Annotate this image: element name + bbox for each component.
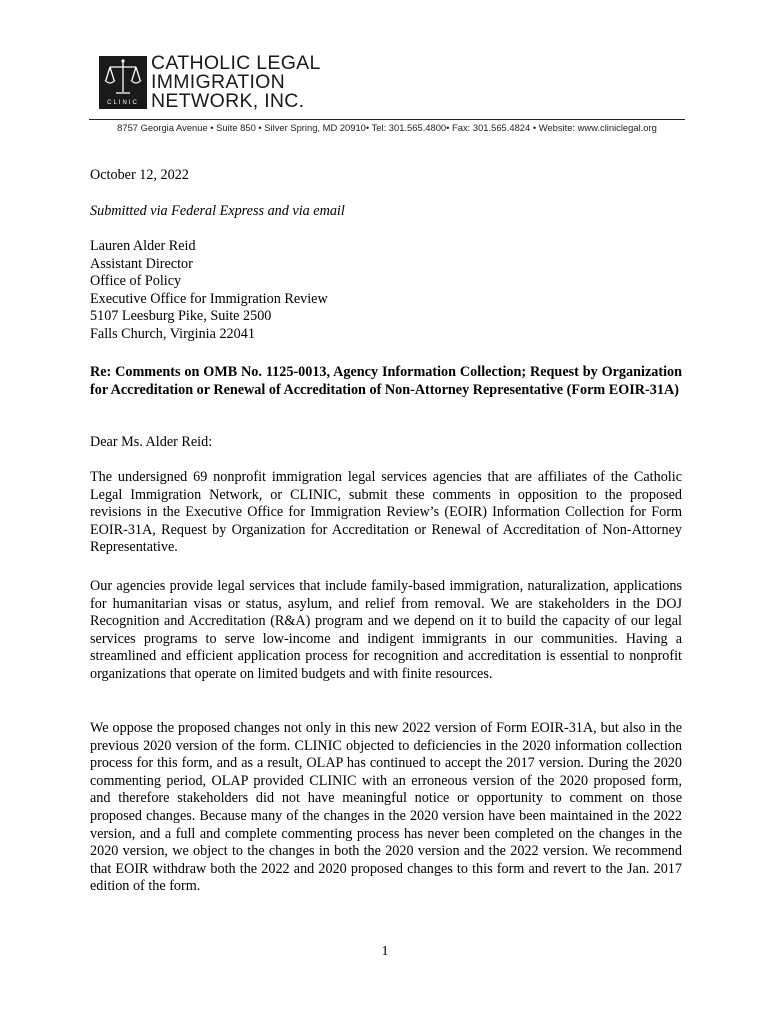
body-paragraph: The undersigned 69 nonprofit immigration legal services agencies that are affiliates of the Catholic Legal Immigration Network, or CLINIC, submit these comments in opposition to the proposed revisions in the Executive Office for Immigration Review’s (EOIR) Information Collection for Form EOIR-31A, Request by Organization for Accreditation or Renewal of Accreditation of Non-Attorney Representative. (90, 469, 682, 556)
letter-date: October 12, 2022 (90, 167, 189, 183)
org-name-line: NETWORK, INC. (151, 90, 305, 112)
recipient-name: Lauren Alder Reid (90, 238, 196, 254)
header-divider (89, 119, 685, 120)
organization-name (151, 54, 321, 111)
subject-line: Re: Comments on OMB No. 1125-0013, Agency Information Collection; Request by Organization for Accreditation or Renewal of Accreditation of Non-Attorney Representative (Form EOIR-31A) (90, 364, 682, 398)
contact-line: 8757 Georgia Avenue • Suite 850 • Silver Spring, MD 20910• Tel: 301.565.4800• Fax: 301.565.4824 • Website: www.cliniclegal.org (117, 122, 657, 133)
body-paragraph: We oppose the proposed changes not only in this new 2022 version of Form EOIR-31A, but also in the previous 2020 version of the form. CLINIC objected to deficiencies in the 2020 information collection process for this form, and as a result, OLAP has continued to accept the 2017 version. During the 2020 commenting period, OLAP provided CLINIC with an erroneous version of the 2020 proposed form, and therefore stakeholders did not have meaningful notice or opportunity to comment on those proposed changes. Because many of the changes in the 2020 version have been maintained in the 2022 version, and a full and complete commenting process has never been completed on the changes in the 2020 version, we object to the changes in both the 2020 version and the 2022 version. We recommend that EOIR withdraw both the 2022 and 2020 proposed changes to this form and revert to the Jan. 2017 edition of the form. (90, 720, 682, 895)
clinic-logo (99, 56, 147, 109)
recipient-street: 5107 Leesburg Pike, Suite 2500 (90, 308, 272, 325)
recipient-office: Office of Policy (90, 273, 182, 290)
recipient-agency: Executive Office for Immigration Review (90, 290, 328, 307)
logo-clinic-label: CLINIC (107, 100, 139, 106)
page-number: 1 (381, 944, 389, 959)
org-name-line: CATHOLIC LEGAL (151, 52, 321, 74)
org-name-line: IMMIGRATION (151, 71, 286, 93)
salutation: Dear Ms. Alder Reid: (90, 434, 213, 450)
body-paragraph: Our agencies provide legal services that include family-based immigration, naturalization, applications for humanitarian visas or status, asylum, and relief from removal. We are stakeholders in the DOJ Recognition and Accreditation (R&A) program and we depend on it to build the capacity of our legal services programs to serve low-income and indigent immigrants in our communities. Having a streamlined and efficient application process for recognition and accreditation is essential to nonprofit organizations that operate on limited budgets and with finite resources. (90, 578, 682, 682)
submission-note: Submitted via Federal Express and via email (90, 203, 345, 219)
recipient-city: Falls Church, Virginia 22041 (90, 325, 255, 342)
recipient-title: Assistant Director (90, 255, 193, 272)
recipient-address (90, 238, 682, 344)
